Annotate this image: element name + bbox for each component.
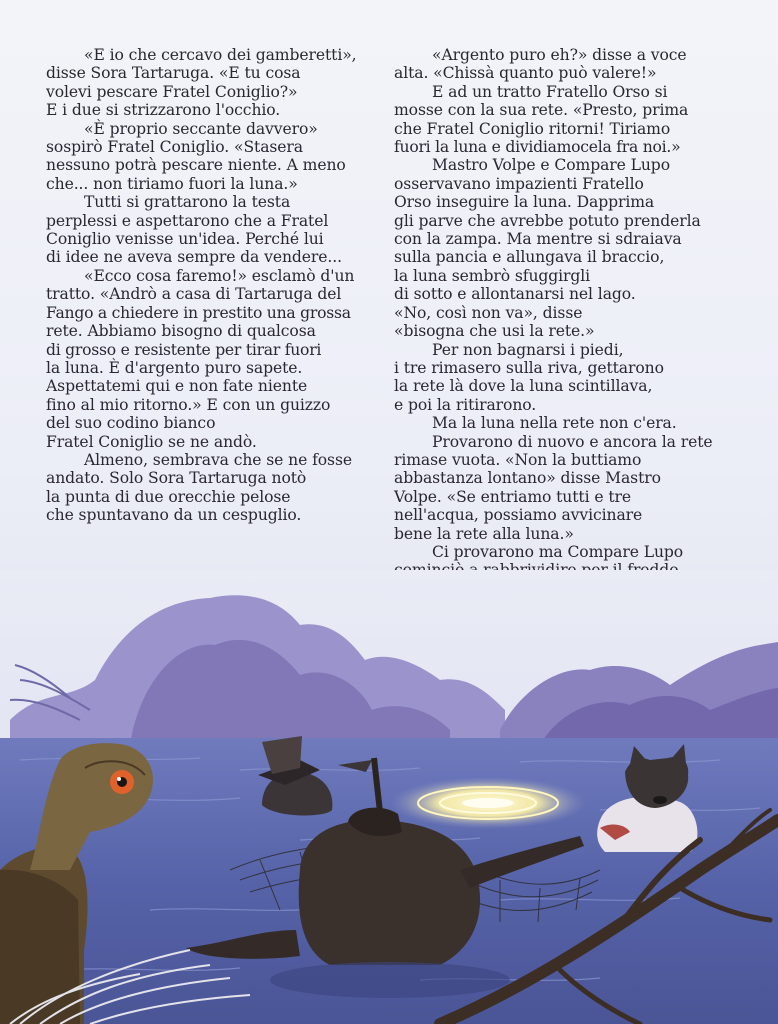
left-text-line: sospirò Fratel Coniglio. «Stasera: [46, 138, 303, 157]
right-text-line: osservavano impazienti Fratello: [394, 174, 644, 193]
right-text-line: e poi la ritirarono.: [394, 395, 537, 414]
right-text-line: Ci provarono ma Compare Lupo: [432, 542, 684, 561]
right-text-line: i tre rimasero sulla riva, gettarono: [394, 358, 664, 377]
right-text-line: «bisogna che usi la rete.»: [394, 322, 595, 341]
left-text-line: «Ecco cosa faremo!» esclamò d'un: [84, 266, 355, 285]
left-text-line: la luna. È d'argento puro sapete.: [46, 358, 303, 377]
right-text-line: Ma la luna nella rete non c'era.: [432, 414, 677, 433]
left-text-line: Coniglio venisse un'idea. Perché lui: [46, 230, 324, 249]
right-text-line: «No, così non va», disse: [394, 303, 583, 322]
left-text-column: [46, 46, 382, 525]
left-text-line: Fango a chiedere in prestito una grossa: [46, 303, 351, 322]
right-text-line: la luna sembrò sfuggirgli: [394, 266, 591, 285]
left-text-line: disse Sora Tartaruga. «E tu cosa: [46, 64, 301, 83]
right-text-line: rimase vuota. «Non la buttiamo: [394, 450, 642, 469]
left-text-line: andato. Solo Sora Tartaruga notò: [46, 469, 307, 488]
right-text-column: [394, 46, 742, 617]
left-text-line: nessuno potrà pescare niente. A meno: [46, 156, 346, 175]
right-text-line: mosse con la sua rete. «Presto, prima: [394, 101, 689, 120]
left-text-line: Fratel Coniglio se ne andò.: [46, 432, 257, 451]
right-text-line: «Argento puro eh?» disse a voce: [432, 46, 687, 64]
left-text-line: tratto. «Andrò a casa di Tartaruga del: [46, 285, 342, 304]
left-text-line: Tutti si grattarono la testa: [84, 193, 291, 212]
right-text-line: abbastanza lontano» disse Mastro: [394, 469, 661, 488]
right-text-line: Per non bagnarsi i piedi,: [432, 340, 624, 359]
left-text-line: che spuntavano da un cespuglio.: [46, 506, 302, 525]
right-text-line: gli parve che avrebbe potuto prenderla: [394, 211, 701, 230]
right-text-line: Provarono di nuovo e ancora la rete: [432, 432, 713, 451]
right-text-line: la rete là dove la luna scintillava,: [394, 377, 653, 396]
left-text-line: che... non tiriamo fuori la luna.»: [46, 174, 298, 193]
left-text-line: «E io che cercavo dei gamberetti»,: [84, 46, 357, 64]
left-text-line: del suo codino bianco: [46, 414, 216, 433]
right-text-line: con la zampa. Ma mentre si sdraiava: [394, 230, 682, 249]
lake-illustration: [0, 570, 778, 1024]
right-text-line: alta. «Chissà quanto può valere!»: [394, 64, 657, 83]
right-text-line: Mastro Volpe e Compare Lupo: [432, 156, 670, 175]
left-text-line: rete. Abbiamo bisogno di qualcosa: [46, 322, 316, 341]
left-text-line: di grosso e resistente per tirar fuori: [46, 340, 322, 359]
left-text-line: la punta di due orecchie pelose: [46, 487, 291, 506]
left-text-line: fino al mio ritorno.» E con un guizzo: [46, 395, 331, 414]
moon-reflection-icon: [390, 777, 586, 829]
right-text-line: sulla pancia e allungava il braccio,: [394, 248, 665, 267]
right-text-line: di sotto e allontanarsi nel lago.: [394, 285, 636, 304]
right-text-line: fuori la luna e dividiamocela fra noi.»: [394, 138, 681, 157]
left-text-line: E i due si strizzarono l'occhio.: [46, 101, 281, 120]
left-text-line: «È proprio seccante davvero»: [84, 119, 318, 138]
left-text-line: volevi pescare Fratel Coniglio?»: [46, 82, 298, 101]
left-text-line: perplessi e aspettarono che a Fratel: [46, 211, 329, 230]
right-text-line: che Fratel Coniglio ritorni! Tiriamo: [394, 119, 671, 138]
right-text-line: Volpe. «Se entriamo tutti e tre: [394, 487, 631, 506]
left-text-line: Almeno, sembrava che se ne fosse: [84, 450, 352, 469]
right-text-line: bene la rete alla luna.»: [394, 524, 574, 543]
right-text-line: Orso inseguire la luna. Dapprima: [394, 193, 655, 212]
left-text-line: Aspettatemi qui e non fate niente: [46, 377, 308, 396]
left-text-line: di idee ne aveva sempre da vendere...: [46, 248, 342, 267]
right-text-line: E ad un tratto Fratello Orso si: [432, 82, 668, 101]
right-text-line: nell'acqua, possiamo avvicinare: [394, 506, 643, 525]
